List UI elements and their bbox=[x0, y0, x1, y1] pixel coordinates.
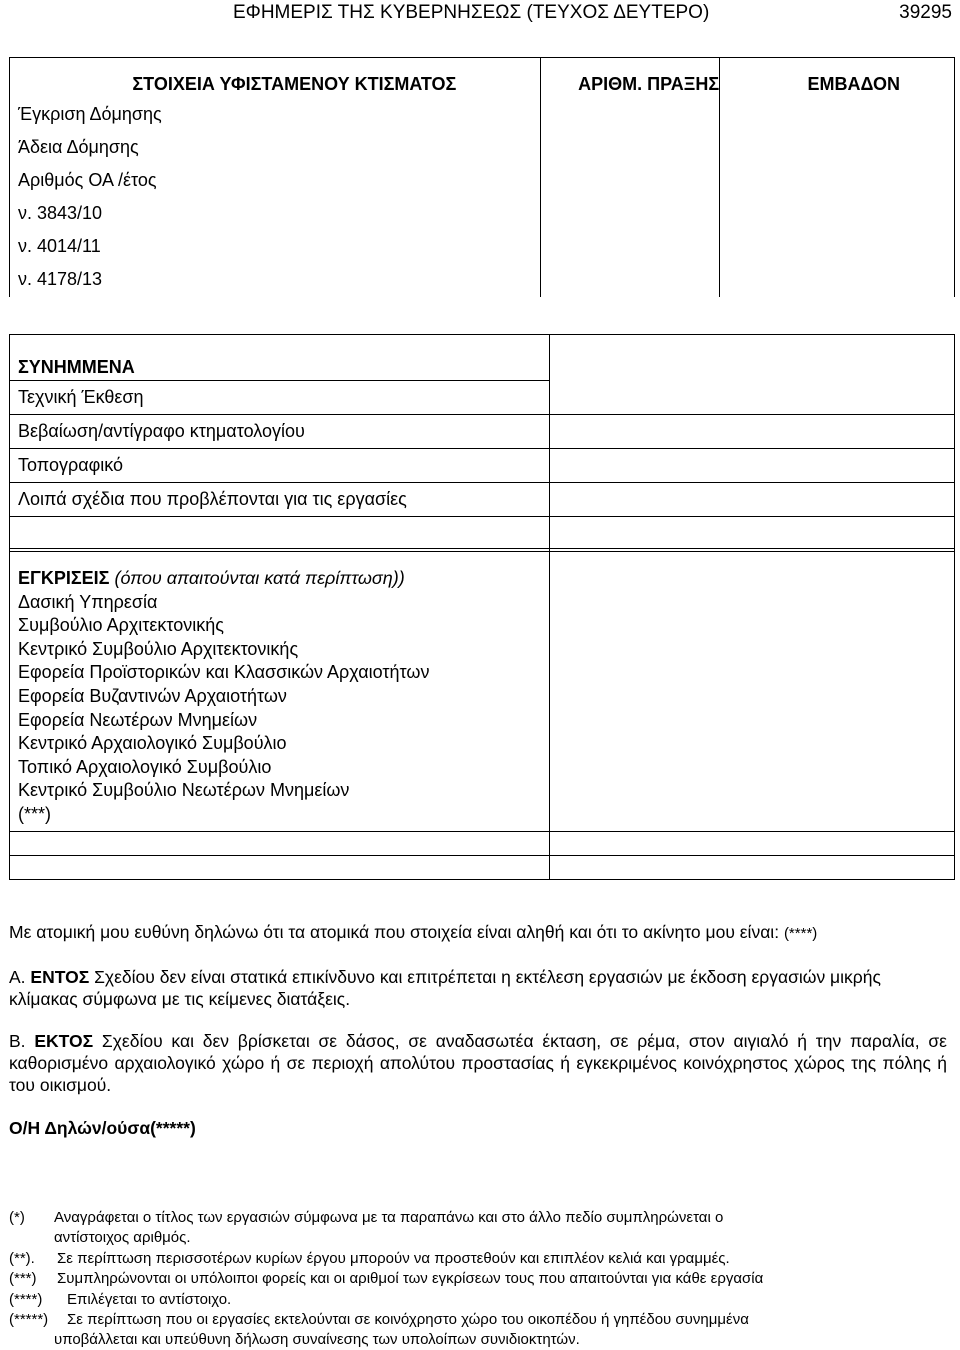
table-header-row bbox=[10, 58, 955, 99]
table-row bbox=[10, 165, 955, 198]
approval-number-cell[interactable] bbox=[550, 855, 955, 879]
table-header-row bbox=[10, 335, 955, 381]
row-label: Βεβαίωση/αντίγραφο κτηματολογίου bbox=[10, 415, 550, 449]
table-row bbox=[10, 549, 955, 832]
page-number: 39295 bbox=[899, 2, 952, 23]
area-cell[interactable] bbox=[720, 165, 955, 198]
row-label: ν. 4014/11 bbox=[10, 231, 541, 264]
table-row bbox=[10, 449, 955, 483]
list-item: Εφορεία Νεωτέρων Μνημείων bbox=[18, 709, 258, 730]
table-row bbox=[10, 415, 955, 449]
area-cell[interactable] bbox=[720, 231, 955, 264]
list-item: Εφορεία Βυζαντινών Αρχαιοτήτων bbox=[18, 685, 287, 706]
area-cell[interactable] bbox=[720, 99, 955, 132]
list-item: Τοπικό Αρχαιολογικό Συμβούλιο bbox=[18, 756, 272, 777]
table-row bbox=[10, 99, 955, 132]
attachment-value-cell[interactable] bbox=[550, 335, 955, 415]
approvals-list bbox=[10, 549, 550, 832]
declaration-intro: Με ατομική μου ευθύνη δηλώνω ότι τα ατομικά που στοιχεία είναι αληθή και ότι το ακίνητο μου είναι: (****) bbox=[9, 922, 818, 942]
empty-cell[interactable] bbox=[10, 517, 550, 552]
act-number-cell[interactable] bbox=[541, 264, 720, 297]
act-number-cell[interactable] bbox=[541, 165, 720, 198]
area-cell[interactable] bbox=[720, 132, 955, 165]
list-item: Κεντρικό Αρχαιολογικό Συμβούλιο bbox=[18, 733, 287, 754]
attachments-table bbox=[9, 334, 955, 552]
footnote: (**). Σε περίπτωση περισσοτέρων κυρίων έργου μπορούν να προστεθούν και επιπλέον κελιά και γραμμές. bbox=[9, 1250, 730, 1267]
act-number-cell[interactable] bbox=[541, 132, 720, 165]
list-item: Δασική Υπηρεσία bbox=[18, 591, 158, 612]
page-header bbox=[0, 2, 960, 28]
gazette-title: ΕΦΗΜΕΡΙΣ ΤΗΣ ΚΥΒΕΡΝΗΣΕΩΣ (ΤΕΥΧΟΣ ΔΕΥΤΕΡΟ) bbox=[233, 2, 710, 23]
empty-cell[interactable] bbox=[10, 855, 550, 879]
approval-number-cell[interactable] bbox=[550, 831, 955, 855]
existing-building-header: ΣΤΟΙΧΕΙΑ ΥΦΙΣΤΑΜΕΝΟΥ ΚΤΙΣΜΑΤΟΣ bbox=[10, 58, 541, 99]
attachment-value-cell[interactable] bbox=[550, 415, 955, 449]
table-row bbox=[10, 198, 955, 231]
list-item: Εφορεία Προϊστορικών και Κλασσικών Αρχαιοτήτων bbox=[18, 662, 430, 683]
row-label: ν. 3843/10 bbox=[10, 198, 541, 231]
signature-label: Ο/Η Δηλών/ούσα(*****) bbox=[9, 1118, 196, 1138]
row-label: Έγκριση Δόμησης bbox=[10, 99, 541, 132]
attachments-title: ΣΥΝΗΜΜΕΝΑ bbox=[10, 335, 550, 381]
row-label: Αριθμός ΟΑ /έτος bbox=[10, 165, 541, 198]
table-row bbox=[10, 517, 955, 552]
table-row bbox=[10, 264, 955, 297]
table-row bbox=[10, 831, 955, 855]
approvals-table bbox=[9, 548, 955, 880]
act-number-cell[interactable] bbox=[541, 231, 720, 264]
row-label: Άδεια Δόμησης bbox=[10, 132, 541, 165]
approvals-heading: ΕΓΚΡΙΣΕΙΣ (όπου απαιτούνται κατά περίπτωση)) bbox=[18, 568, 405, 588]
row-label: Τεχνική Έκθεση bbox=[10, 381, 550, 415]
row-label: Λοιπά σχέδια που προβλέπονται για τις εργασίες bbox=[10, 483, 550, 517]
table-row bbox=[10, 855, 955, 879]
act-number-cell[interactable] bbox=[541, 198, 720, 231]
area-cell[interactable] bbox=[720, 198, 955, 231]
attachment-value-cell[interactable] bbox=[550, 517, 955, 552]
area-header: ΕΜΒΑΔΟΝ bbox=[720, 58, 955, 99]
table-row bbox=[10, 231, 955, 264]
attachment-value-cell[interactable] bbox=[550, 483, 955, 517]
footnote: (***) Συμπληρώνονται οι υπόλοιποι φορείς και οι αριθμοί των εγκρίσεων τους που απαιτούνται για κάθε εργασία bbox=[9, 1270, 764, 1287]
list-item: Κεντρικό Συμβούλιο Αρχιτεκτονικής bbox=[18, 638, 299, 659]
attachment-value-cell[interactable] bbox=[550, 449, 955, 483]
act-number-cell[interactable] bbox=[541, 99, 720, 132]
option-a: Α. ΕΝΤΟΣ Σχεδίου δεν είναι στατικά επικίνδυνο και επιτρέπεται η εκτέλεση εργασιών με έκδοση εργασιών μικρής κλίμακας σύμφωνα με τις κείμενες διατάξεις. bbox=[9, 967, 881, 1009]
list-item: Κεντρικό Συμβούλιο Νεωτέρων Μνημείων bbox=[18, 780, 350, 801]
footnote: (*) Αναγράφεται ο τίτλος των εργασιών σύμφωνα με τα παραπάνω και στο άλλο πεδίο συμπληρώνεται ο αντίστοιχος αριθμός. bbox=[9, 1209, 724, 1246]
table-row bbox=[10, 132, 955, 165]
list-item: Συμβούλιο Αρχιτεκτονικής bbox=[18, 615, 224, 636]
table-row bbox=[10, 483, 955, 517]
existing-building-table bbox=[9, 57, 955, 297]
list-item: (***) bbox=[18, 803, 52, 824]
row-label: ν. 4178/13 bbox=[10, 264, 541, 297]
approval-number-cell[interactable] bbox=[550, 549, 955, 832]
footnote: (****) Επιλέγεται το αντίστοιχο. bbox=[9, 1291, 232, 1308]
option-b: Β. ΕΚΤΟΣ Σχεδίου και δεν βρίσκεται σε δάσος, σε αναδασωτέα έκταση, σε ρέμα, στον αιγιαλό ή την παραλία, σε καθορισμένο αρχαιολογικό χώρο ή σε περιοχή απολύτου προστασίας ή εγκεκριμένος κοινόχρηστος χώρος της πόλης ή του οικισμού. bbox=[9, 1031, 947, 1095]
act-number-header: ΑΡΙΘΜ. ΠΡΑΞΗΣ bbox=[541, 58, 720, 99]
area-cell[interactable] bbox=[720, 264, 955, 297]
footnote: (*****) Σε περίπτωση που οι εργασίες εκτελούνται σε κοινόχρηστο χώρο του οικοπέδου ή γηπέδου συνημμένα υποβάλλεται και υπεύθυνη δήλωση συναίνεσης των υπολοίπων συνιδιοκτητών. bbox=[9, 1311, 749, 1348]
row-label: Τοπογραφικό bbox=[10, 449, 550, 483]
empty-cell[interactable] bbox=[10, 831, 550, 855]
